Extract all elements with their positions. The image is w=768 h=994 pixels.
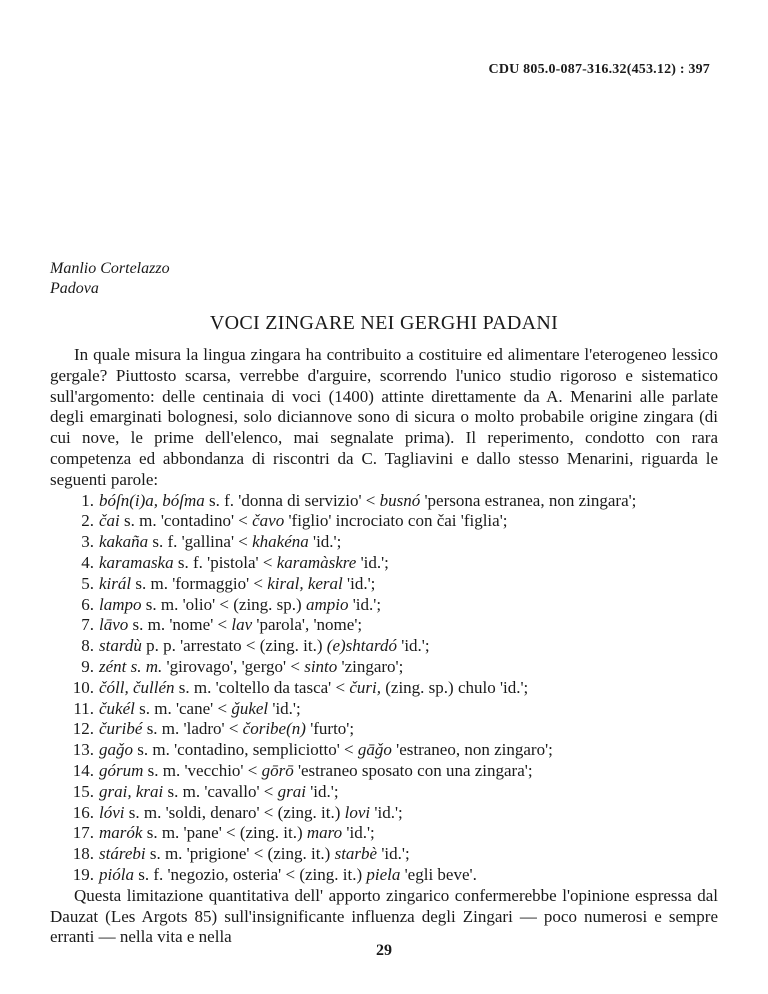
entry-source-word: piela — [366, 864, 401, 884]
entry-meaning: 'id.'; — [397, 636, 430, 656]
list-item — [50, 761, 718, 782]
entry-number: 19. — [72, 864, 94, 884]
entry-gloss: s. m. 'prigione' < (zing. it.) — [145, 844, 335, 864]
entry-number: 12. — [72, 719, 94, 739]
entry-meaning: 'id.'; — [268, 698, 301, 718]
list-item — [50, 615, 718, 636]
list-item — [50, 865, 718, 886]
entry-headword: čukél — [99, 698, 135, 718]
entry-gloss: s. m. 'contadino, sempliciotto' < — [133, 740, 358, 760]
list-item — [50, 491, 718, 512]
author-block — [50, 259, 170, 299]
entry-source-word: čavo — [252, 511, 285, 531]
list-item — [50, 636, 718, 657]
entry-number: 8. — [81, 636, 94, 656]
entry-headword: lampo — [99, 594, 142, 614]
entry-gloss: s. m. 'ladro' < — [142, 719, 243, 739]
entry-number: 10. — [72, 677, 94, 697]
entry-meaning: 'id.'; — [356, 552, 389, 572]
entry-gloss: s. m. 'vecchio' < — [143, 760, 262, 780]
entry-headword: marók — [99, 823, 143, 843]
list-item — [50, 574, 718, 595]
entry-gloss: s. m. 'contadino' < — [119, 511, 253, 531]
entry-meaning: 'figlio' incrociato con čai 'figlia'; — [284, 511, 508, 531]
list-item — [50, 657, 718, 678]
entry-meaning: (zing. sp.) chulo 'id.'; — [380, 677, 529, 697]
list-item — [50, 782, 718, 803]
list-item — [50, 553, 718, 574]
entry-source-word: grai — [277, 781, 306, 801]
entry-gloss: s. f. 'pistola' < — [173, 552, 277, 572]
entry-headword: čuribé — [99, 719, 143, 739]
list-item — [50, 699, 718, 720]
entry-gloss: s. m. 'cavallo' < — [163, 781, 278, 801]
entry-source-word: gāǧo — [357, 740, 392, 760]
entry-gloss: p. p. 'arrestato < (zing. it.) — [141, 636, 327, 656]
entry-number: 5. — [81, 573, 94, 593]
entry-meaning: 'estraneo, non zingaro'; — [391, 740, 553, 760]
entry-number: 7. — [81, 615, 94, 635]
entry-source-word: sinto — [304, 656, 338, 676]
entry-gloss: s. m. 'coltello da tasca' < — [174, 677, 350, 697]
entry-gloss: s. m. 'pane' < (zing. it.) — [142, 823, 307, 843]
entry-meaning: 'egli beve'. — [400, 864, 477, 884]
entry-gloss: s. m. 'formaggio' < — [131, 573, 268, 593]
entry-number: 16. — [72, 802, 94, 822]
article-title: VOCI ZINGARE NEI GERGHI PADANI — [209, 312, 559, 334]
article-body — [50, 345, 718, 948]
entry-number: 18. — [72, 844, 94, 864]
entry-number: 6. — [81, 594, 94, 614]
entry-source-word: čuri, — [349, 677, 381, 697]
entry-headword: királ — [99, 573, 132, 593]
entry-number: 17. — [72, 823, 94, 843]
entry-headword: kakaña — [99, 532, 149, 552]
entry-source-word: čoribe(n) — [242, 719, 306, 739]
entry-source-word: busnó — [379, 490, 421, 510]
entry-headword: stárebi — [99, 844, 146, 864]
entry-gloss: s. m. 'cane' < — [134, 698, 232, 718]
entry-number: 4. — [81, 552, 94, 572]
entry-headword: pióla — [99, 864, 134, 884]
entry-headword: grai, krai — [99, 781, 164, 801]
entry-meaning: 'id.'; — [377, 844, 410, 864]
entry-gloss: s. m. 'soldi, denaro' < (zing. it.) — [124, 802, 345, 822]
list-item — [50, 803, 718, 824]
entry-meaning: 'id.'; — [342, 573, 376, 593]
entry-source-word: gōrō — [261, 760, 294, 780]
entry-headword: lāvo — [99, 615, 129, 635]
cdu-classification: CDU 805.0-087-316.32(453.12) : 397 — [488, 62, 710, 77]
entry-source-word: khakéna — [252, 532, 309, 552]
list-item — [50, 595, 718, 616]
entry-headword: górum — [99, 760, 144, 780]
entry-headword: čai — [99, 511, 120, 531]
entry-source-word: lovi — [344, 802, 371, 822]
entry-source-word: maro — [306, 823, 343, 843]
entry-meaning: 'id.'; — [305, 781, 339, 801]
entry-meaning: 'id.'; — [342, 823, 375, 843]
entry-headword: gaǧo — [99, 740, 133, 760]
entry-headword: čóll, čullén — [99, 677, 175, 697]
entry-gloss: s. m. 'olio' < (zing. sp.) — [141, 594, 306, 614]
entry-meaning: 'estraneo sposato con una zingara'; — [293, 760, 533, 780]
entry-number: 1. — [81, 490, 94, 510]
entry-source-word: ǧukel — [231, 698, 269, 718]
entry-headword: zént s. m. — [99, 656, 163, 676]
entry-meaning: 'zingaro'; — [337, 656, 404, 676]
list-item — [50, 844, 718, 865]
entry-gloss: s. f. 'negozio, osteria' < (zing. it.) — [133, 864, 367, 884]
entry-number: 9. — [81, 656, 94, 676]
entry-headword: bóſn(i)a, bóſma — [99, 490, 205, 510]
entry-headword: stardù — [99, 636, 142, 656]
entry-gloss: s. f. 'gallina' < — [148, 532, 253, 552]
list-item — [50, 823, 718, 844]
entry-number: 13. — [72, 740, 94, 760]
list-item — [50, 740, 718, 761]
entry-headword: lóvi — [99, 802, 125, 822]
entry-gloss: 'girovago', 'gergo' < — [162, 656, 305, 676]
intro-paragraph: In quale misura la lingua zingara ha contribuito a costituire ed alimentare l'eterogeneo lessico gergale? Piuttosto scarsa, verrebbe d'arguire, scorrendo l'unico studio rigoroso e sistematico sull'argomento: delle centinaia di voci (1400) attinte direttamente da A. Menarini alle parlate degli emarginati bolognesi, solo diciannove sono di sicura o molto probabile origine zingara (di cui nove, le prime dell'elenco, mai segnalate prima). Il reperimento, condotto con rara competenza ed abbondanza di riscontri da C. Tagliavini e dallo stesso Menarini, riguarda le seguenti parole: — [50, 345, 718, 489]
entry-source-word: ampio — [305, 594, 349, 614]
author-name: Manlio Cortelazzo — [50, 260, 170, 277]
list-item — [50, 678, 718, 699]
list-item — [50, 719, 718, 740]
entry-number: 15. — [72, 781, 94, 801]
entry-number: 14. — [72, 760, 94, 780]
author-place: Padova — [50, 280, 99, 297]
entry-meaning: 'id.'; — [348, 594, 382, 614]
entry-source-word: lav — [231, 615, 253, 635]
entry-source-word: (e)shtardó — [326, 636, 397, 656]
closing-paragraph: Questa limitazione quantitativa dell' apporto zingarico confermerebbe l'opinione espressa dal Dauzat (Les Argots 85) sull'insignificante influenza degli Zingari — poco numerosi e sempre erranti — nella vita e nella — [50, 885, 718, 947]
entry-meaning: 'id.'; — [370, 802, 403, 822]
entry-gloss: s. f. 'donna di servizio' < — [204, 490, 380, 510]
entry-number: 2. — [81, 511, 94, 531]
entry-source-word: starbè — [334, 844, 378, 864]
entry-meaning: 'parola', 'nome'; — [252, 615, 363, 635]
entry-meaning: 'id.'; — [308, 532, 342, 552]
entry-meaning: 'persona estranea, non zingara'; — [420, 490, 637, 510]
entry-source-word: karamàskre — [276, 552, 357, 572]
entry-gloss: s. m. 'nome' < — [128, 615, 232, 635]
entry-meaning: 'furto'; — [305, 719, 355, 739]
page-number: 29 — [376, 942, 392, 959]
entry-headword: karamaska — [99, 552, 174, 572]
list-item — [50, 511, 718, 532]
entry-list — [50, 491, 718, 886]
entry-source-word: kiral, keral — [267, 573, 343, 593]
entry-number: 11. — [73, 698, 94, 718]
entry-number: 3. — [81, 532, 94, 552]
list-item — [50, 532, 718, 553]
